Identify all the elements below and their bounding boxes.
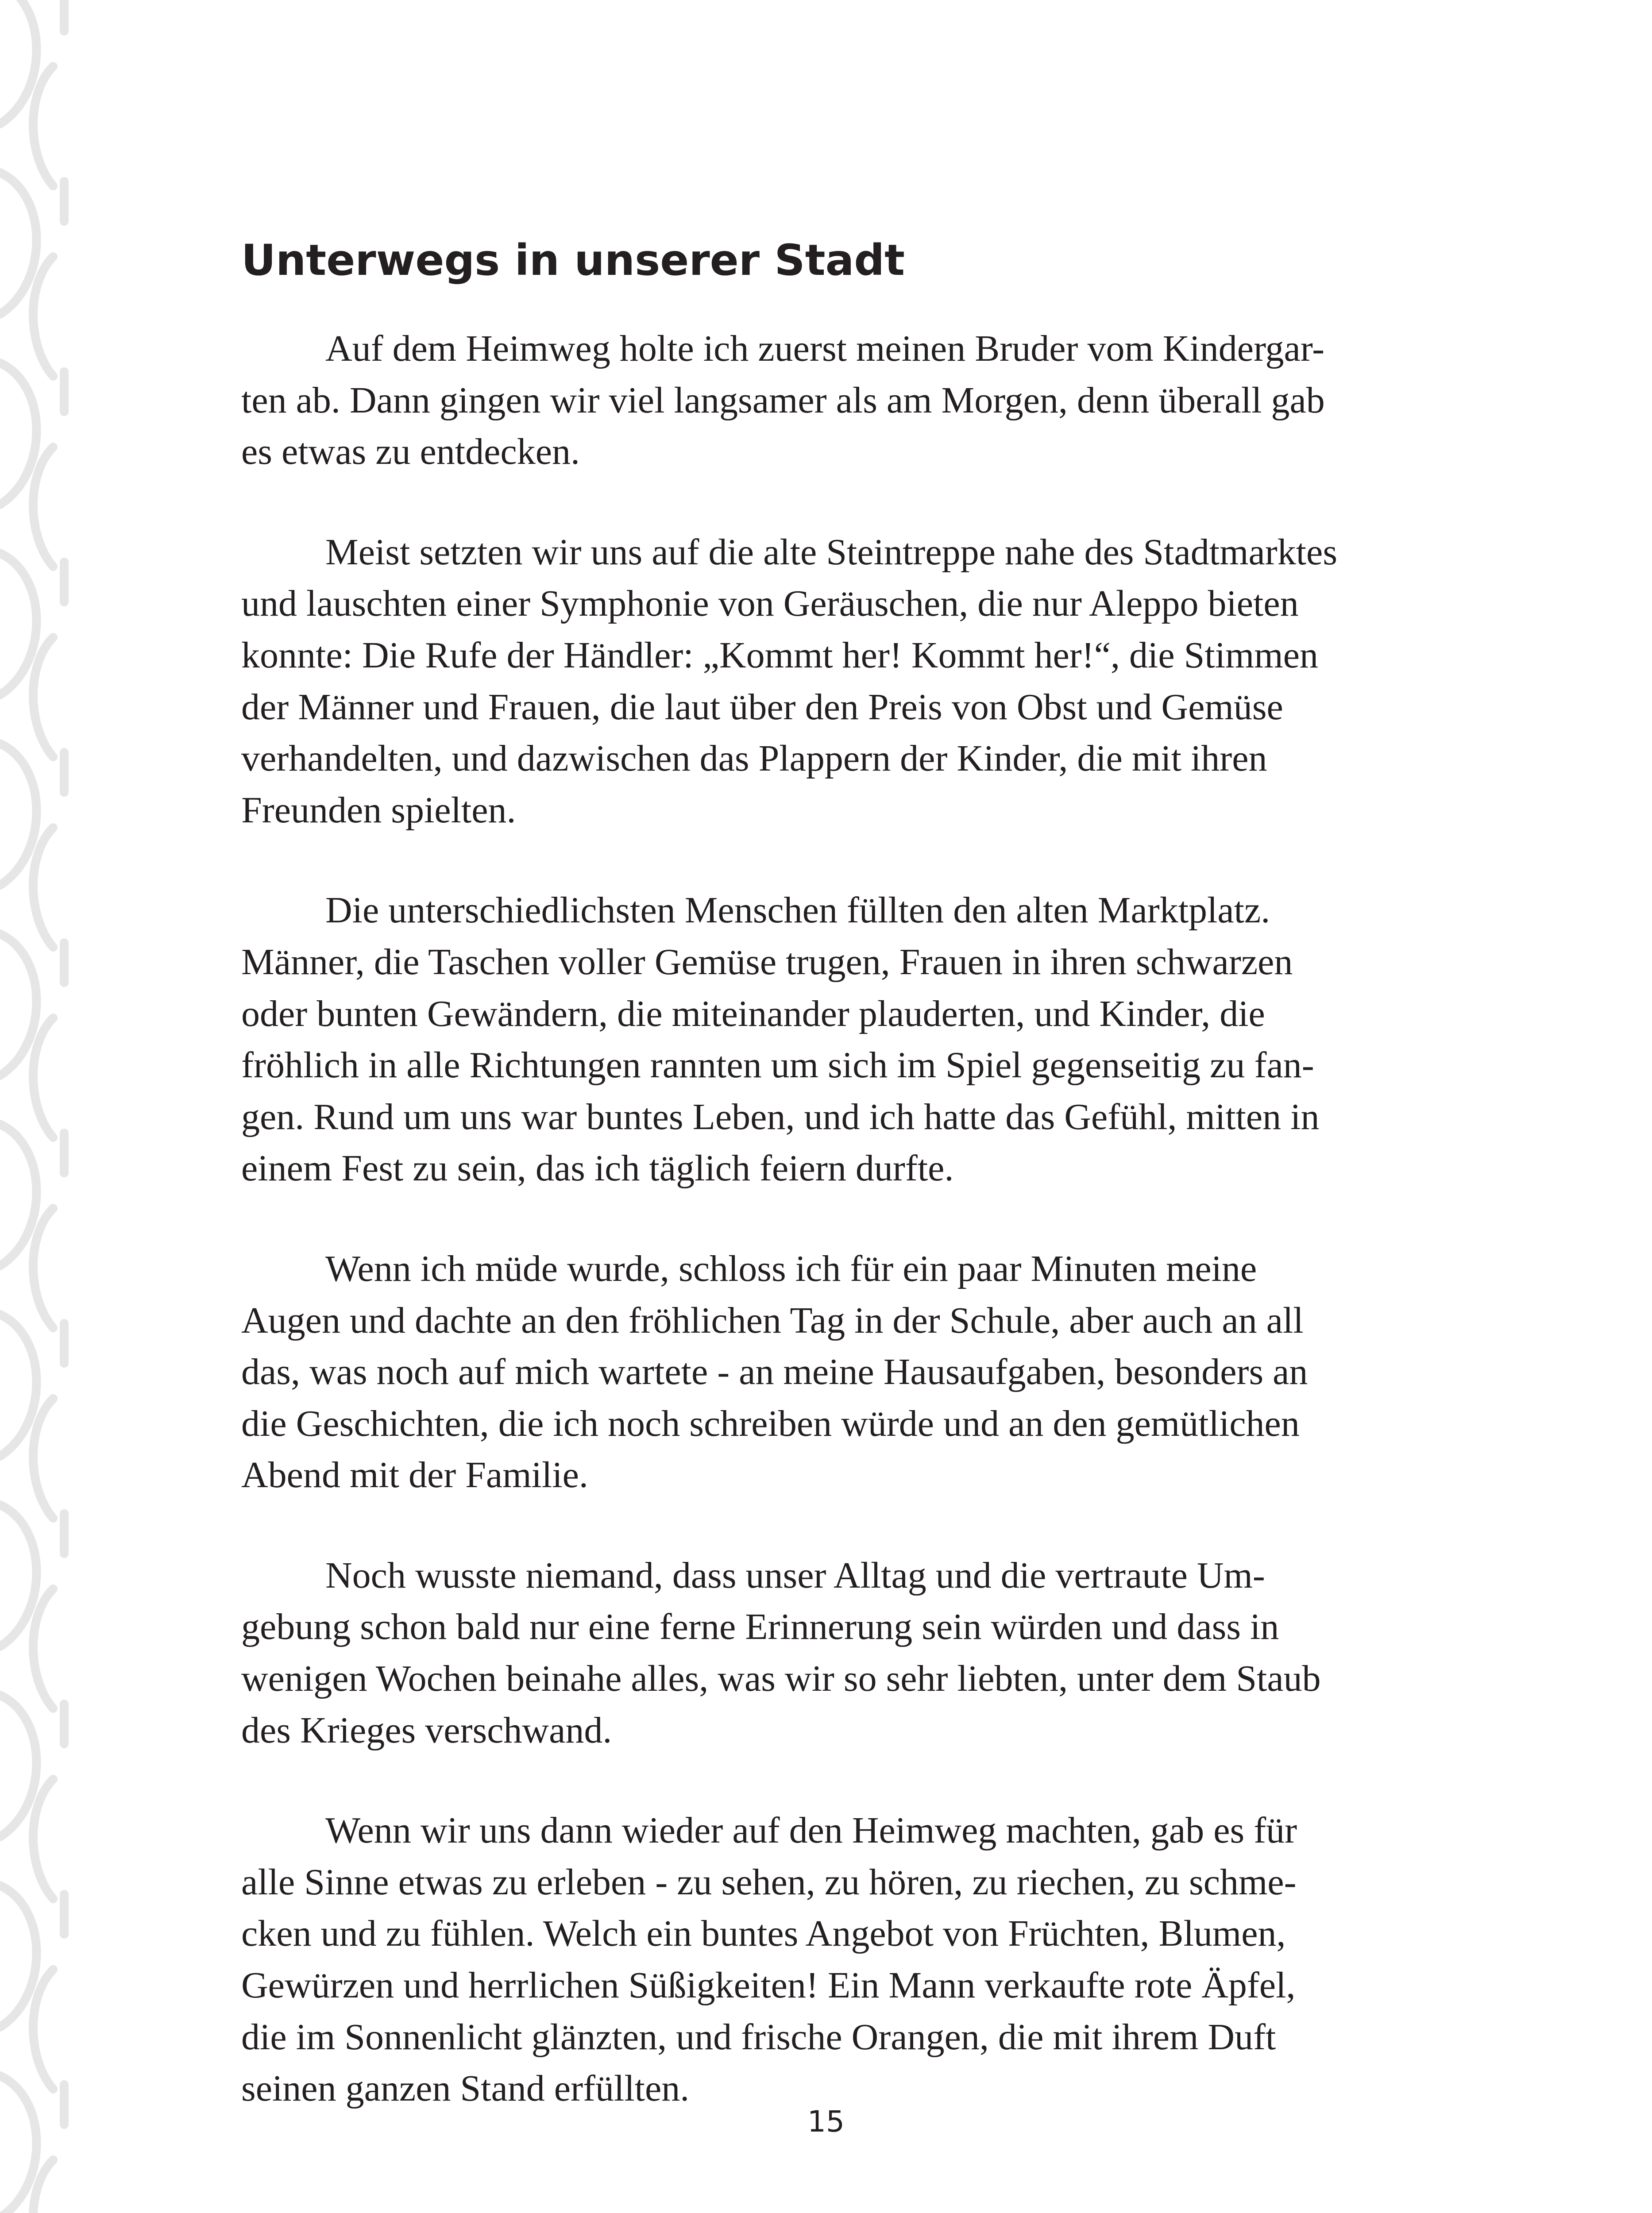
ornament-arc [0, 2076, 37, 2213]
text-line: der Männer und Frauen, die laut über den Preis von Obst und Gemüse [241, 686, 1283, 728]
ornament-arc [33, 1779, 53, 1899]
text-line: ten ab. Dann gingen wir viel langsamer als am Morgen, denn überall gab [241, 379, 1325, 421]
text-line: verhandelten, und dazwischen das Plappern der Kinder, die mit ihren [241, 738, 1267, 779]
chapter-title: Unterwegs in unserer Stadt [241, 235, 905, 285]
ornament-arc [33, 447, 53, 567]
text-line: Augen und dachte an den fröhlichen Tag in der Schule, aber auch an all [241, 1299, 1304, 1341]
ornament-arc [33, 1018, 53, 1137]
text-line: gebung schon bald nur eine ferne Erinnerung sein würden und dass in [241, 1606, 1279, 1648]
paragraph [241, 527, 1414, 837]
text-line: fröhlich in alle Richtungen rannten um sich im Spiel gegenseitig zu fan- [241, 1045, 1314, 1086]
text-line: Gewürzen und herrlichen Süßigkeiten! Ein Mann verkaufte rote Äpfel, [241, 1965, 1296, 2006]
text-line: Noch wusste niemand, dass unser Alltag und die vertraute Um- [325, 1554, 1265, 1596]
text-line: einem Fest zu sein, das ich täglich feiern durfte. [241, 1148, 954, 1189]
text-line: Wenn ich müde wurde, schloss ich für ein paar Minuten meine [325, 1248, 1257, 1289]
ornament-arc [33, 66, 53, 186]
ornament-arc [33, 637, 53, 757]
decorative-border-ornament [0, 0, 71, 2213]
paragraph [241, 1550, 1414, 1756]
text-line: alle Sinne etwas zu erleben - zu sehen, zu hören, zu riechen, zu schme- [241, 1861, 1297, 1903]
text-line: Meist setzten wir uns auf die alte Steintreppe nahe des Stadtmarktes [325, 531, 1338, 573]
text-line: und lauschten einer Symphonie von Geräuschen, die nur Aleppo bieten [241, 583, 1299, 625]
page-number: 15 [807, 2105, 845, 2139]
text-line: cken und zu fühlen. Welch ein buntes Angebot von Früchten, Blumen, [241, 1913, 1286, 1955]
text-line: das, was noch auf mich wartete - an meine Hausaufgaben, besonders an [241, 1351, 1308, 1393]
body-text [241, 323, 1414, 2163]
text-line: Freunden spielten. [241, 789, 516, 831]
ornament-arc [33, 1970, 53, 2089]
ornament-arc [33, 828, 53, 947]
ornament-arc [33, 1399, 53, 1518]
text-line: Auf dem Heimweg holte ich zuerst meinen Bruder vom Kindergar- [325, 328, 1325, 369]
text-line: Die unterschiedlichsten Menschen füllten den alten Marktplatz. [325, 890, 1270, 931]
text-line: wenigen Wochen beinahe alles, was wir so sehr liebten, unter dem Staub [241, 1658, 1321, 1700]
ornament-arc [33, 1208, 53, 1328]
text-line: es etwas zu entdecken. [241, 431, 580, 473]
text-line: Wenn wir uns dann wieder auf den Heimweg machten, gab es für [325, 1810, 1297, 1851]
paragraph [241, 885, 1414, 1195]
text-line: die im Sonnenlicht glänzten, und frische Orangen, die mit ihrem Duft [241, 2016, 1276, 2058]
text-line: des Krieges verschwand. [241, 1709, 612, 1751]
paragraph [241, 1243, 1414, 1501]
ornament-arc [33, 257, 53, 376]
text-line: seinen ganzen Stand erfüllten. [241, 2068, 690, 2109]
text-line: Männer, die Taschen voller Gemüse trugen, Frauen in ihren schwarzen [241, 941, 1293, 983]
paragraph [241, 323, 1414, 478]
text-line: oder bunten Gewändern, die miteinander plauderten, und Kinder, die [241, 993, 1265, 1034]
text-line: die Geschichten, die ich noch schreiben würde und an den gemütlichen [241, 1403, 1300, 1444]
ornament-arc [33, 1589, 53, 1708]
text-line: gen. Rund um uns war buntes Leben, und ich hatte das Gefühl, mitten in [241, 1096, 1320, 1137]
text-line: konnte: Die Rufe der Händler: „Kommt her! Kommt her!“, die Stimmen [241, 634, 1319, 676]
text-line: Abend mit der Familie. [241, 1454, 588, 1496]
paragraph [241, 1805, 1414, 2115]
